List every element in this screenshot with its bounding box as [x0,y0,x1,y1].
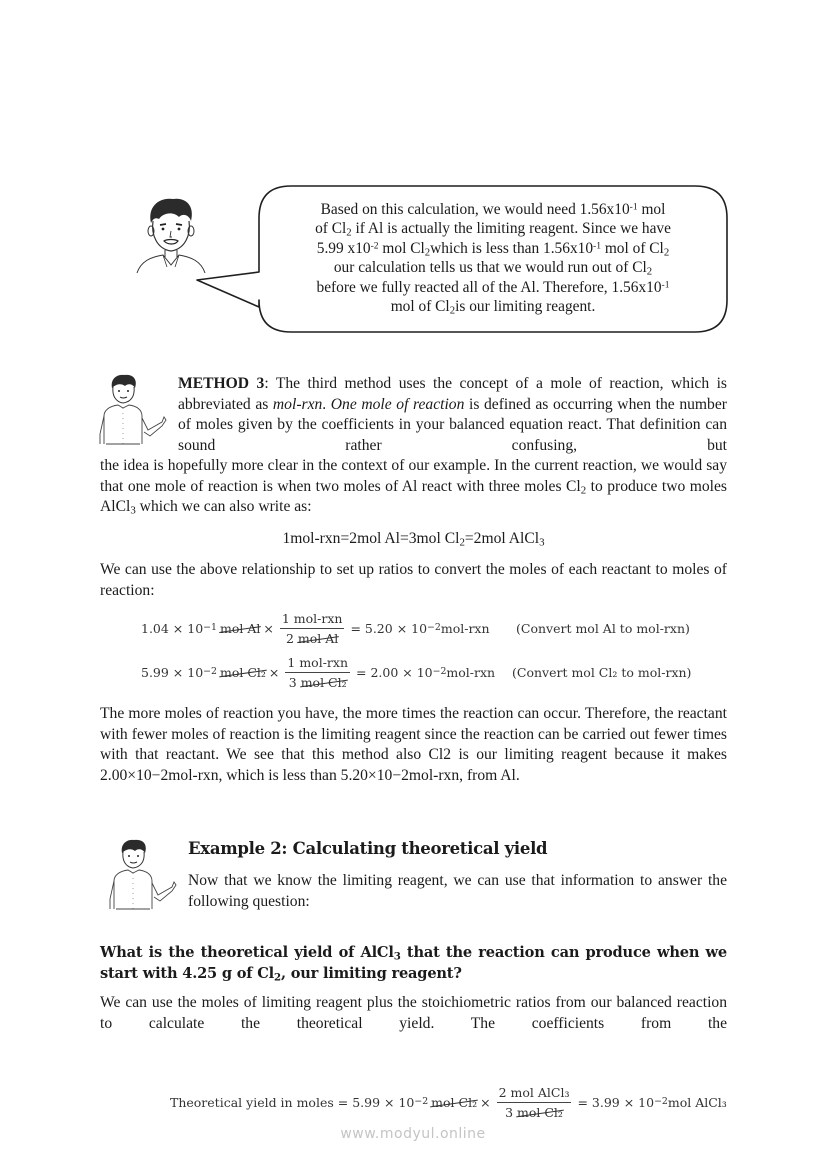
bubble-line: before we fully reacted all of the Al. Therefore, $1.56x10^{-1}$ [316,278,670,296]
example2-heading: Example 2: Calculating theoretical yield [188,839,548,858]
equation-note: (Convert mol Al to mol-rxn) [516,621,690,636]
character-pointing-illustration [108,839,178,911]
example2-intro: Now that we know the limiting reagent, we can use that information to answer the following question: [188,872,727,910]
method3-conclusion: The more moles of reaction you have, the more times the reaction can occur. Therefore, the reactant with fewer moles of reaction is the limiting reagent since the reaction can be carried out fewer times with that reactant. We see that this method also Cl2 is our limiting reagent because it makes 2.00×10−2mol-rxn, which is less than 5.20×10−2mol-rxn, from Al. [100,705,727,784]
bubble-line: our calculation tells us that we would run out of $Cl_2$ [333,259,653,278]
mol-rxn-relation: 1mol-rxn=2mol Al=3mol $Cl_2=2mol$ AlCl$_3$ [282,530,545,549]
method3-paragraph-intro: METHOD 3: The third method uses the concept of a mole of reaction, which is abbreviated as mol-rxn. One mole of reaction is defined as occurring when the number of moles given by the coefficients in your balanced equation react. That definition can sound rather confusing, but [178,375,727,454]
example2-question: What is the theoretical yield of AlCl$_3$ that the reaction can produce when we start with 4.25 g of $Cl_2$, our limiting reagent? [100,944,728,984]
method3-paragraph-continued: the idea is hopefully more clear in the context of our example. In the current reaction, we would say that one mole of reaction is when two moles of Al react with three moles $Cl_2$ to produce two moles AlCl$_3$ which we can also write as: [100,457,727,517]
equation-al-to-mol-rxn: 1.04 × 10 −1 mol Al × $\frac{\text{1 mol-rxn}}{\text{2 mol Al}}$ = 5.20 × 10 −2 mol-rxn [141,610,490,646]
method3-heading: METHOD 3 [178,375,265,392]
bubble-line: 5.99 $x10^{-2}$ mol $Cl_2which$ is less than $1.56x10^{-1}$ mol of $Cl_2$ [316,239,670,259]
fraction: $\frac{\text{1 mol-rxn}}{\text{2 mol Al}}$ [281,610,343,646]
character-pointing-illustration [98,374,168,446]
bubble-line: mol of $Cl_2is$ our limiting reagent. [390,298,596,317]
bubble-line: Based on this calculation, we would need $1.56x10^{-1}$ mol [320,201,666,218]
theoretical-yield-equation: Theoretical yield in moles = 5.99 × 10 −2 mol Cl₂ × $\frac{\text{2 mol AlCl₃}}{\text{3 mol Cl₂}}$ = 3.99 × 10 −2 mol AlCl₃ [170,1084,727,1120]
bubble-line: of $Cl_2$ if Al is actually the limiting reagent. Since we have [315,220,671,240]
speech-bubble-text [270,200,716,316]
equation-cl2-to-mol-rxn: 5.99 × 10 −2 mol Cl₂ × $\frac{\text{1 mol-rxn}}{\text{3 mol Cl₂}}$ = 2.00 × 10 −2 mol-rxn [141,654,496,690]
watermark: www.modyul.online [340,1126,486,1142]
fraction: $\frac{\text{1 mol-rxn}}{\text{3 mol Cl₂}}$ [287,654,348,690]
equation-note: (Convert mol Cl₂ to mol-rxn) [512,665,692,680]
example2-explanation: We can use the moles of limiting reagent plus the stoichiometric ratios from our balanced reaction to calculate the theoretical yield. The coefficients from the [100,994,727,1032]
fraction: $\frac{\text{2 mol AlCl₃}}{\text{3 mol Cl₂}}$ [498,1084,570,1120]
ratio-intro-paragraph: We can use the above relationship to set up ratios to convert the moles of each reactant to moles of reaction: [100,561,727,599]
